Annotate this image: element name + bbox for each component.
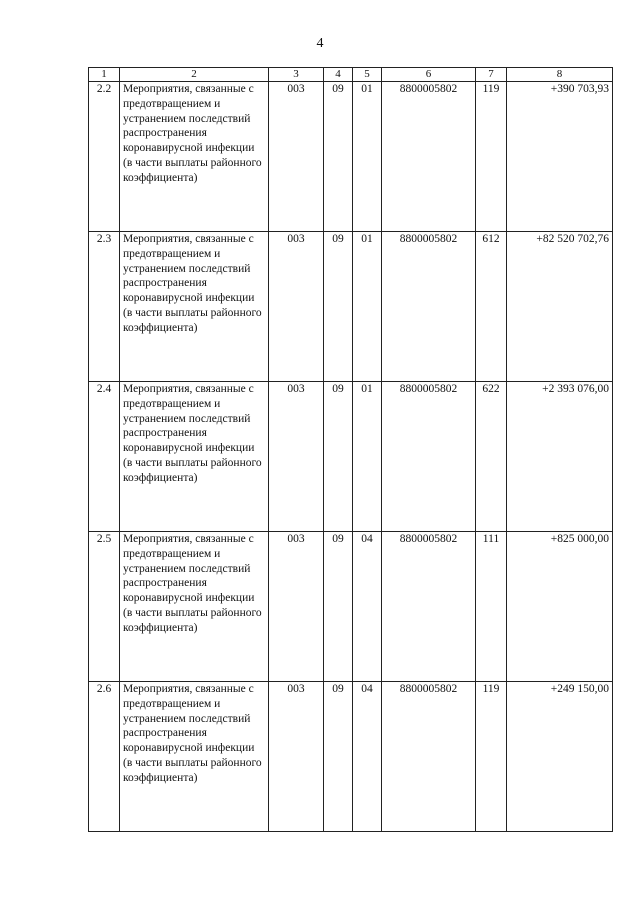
row-code-6: 8800005802 [382, 82, 476, 232]
row-code-5: 01 [353, 232, 382, 382]
row-code-6: 8800005802 [382, 682, 476, 832]
row-amount: +825 000,00 [507, 532, 613, 682]
row-code-3: 003 [269, 82, 324, 232]
row-code-4: 09 [324, 382, 353, 532]
row-number: 2.3 [89, 232, 120, 382]
row-code-5: 01 [353, 82, 382, 232]
row-description: Мероприятия, связанные с предотвращением и устранением последствий распространения коронавирусной инфекции (в части выплаты районного коэффициента) [120, 682, 269, 832]
header-cell: 4 [324, 68, 353, 82]
row-amount: +82 520 702,76 [507, 232, 613, 382]
row-code-7: 111 [476, 532, 507, 682]
header-cell: 7 [476, 68, 507, 82]
header-cell: 2 [120, 68, 269, 82]
row-code-6: 8800005802 [382, 232, 476, 382]
table-row [89, 682, 613, 832]
table-row [89, 382, 613, 532]
row-code-3: 003 [269, 382, 324, 532]
row-code-3: 003 [269, 532, 324, 682]
page-number: 4 [316, 36, 324, 51]
row-description: Мероприятия, связанные с предотвращением и устранением последствий распространения коронавирусной инфекции (в части выплаты районного коэффициента) [120, 232, 269, 382]
header-cell: 6 [382, 68, 476, 82]
budget-table [88, 67, 613, 832]
row-code-5: 04 [353, 532, 382, 682]
row-code-7: 119 [476, 682, 507, 832]
header-cell: 1 [89, 68, 120, 82]
table-row [89, 232, 613, 382]
header-cell: 8 [507, 68, 613, 82]
row-code-4: 09 [324, 682, 353, 832]
table-row [89, 82, 613, 232]
row-description: Мероприятия, связанные с предотвращением и устранением последствий распространения коронавирусной инфекции (в части выплаты районного коэффициента) [120, 532, 269, 682]
row-code-6: 8800005802 [382, 532, 476, 682]
row-description: Мероприятия, связанные с предотвращением и устранением последствий распространения коронавирусной инфекции (в части выплаты районного коэффициента) [120, 382, 269, 532]
row-number: 2.5 [89, 532, 120, 682]
row-code-4: 09 [324, 532, 353, 682]
row-code-7: 612 [476, 232, 507, 382]
header-cell: 3 [269, 68, 324, 82]
row-code-6: 8800005802 [382, 382, 476, 532]
row-code-3: 003 [269, 232, 324, 382]
row-code-4: 09 [324, 82, 353, 232]
row-code-7: 119 [476, 82, 507, 232]
row-amount: +2 393 076,00 [507, 382, 613, 532]
row-amount: +249 150,00 [507, 682, 613, 832]
row-number: 2.2 [89, 82, 120, 232]
row-code-3: 003 [269, 682, 324, 832]
header-row [89, 68, 613, 82]
table-row [89, 532, 613, 682]
row-code-4: 09 [324, 232, 353, 382]
row-description: Мероприятия, связанные с предотвращением и устранением последствий распространения коронавирусной инфекции (в части выплаты районного коэффициента) [120, 82, 269, 232]
row-code-7: 622 [476, 382, 507, 532]
row-code-5: 01 [353, 382, 382, 532]
row-number: 2.6 [89, 682, 120, 832]
row-amount: +390 703,93 [507, 82, 613, 232]
row-number: 2.4 [89, 382, 120, 532]
header-cell: 5 [353, 68, 382, 82]
row-code-5: 04 [353, 682, 382, 832]
